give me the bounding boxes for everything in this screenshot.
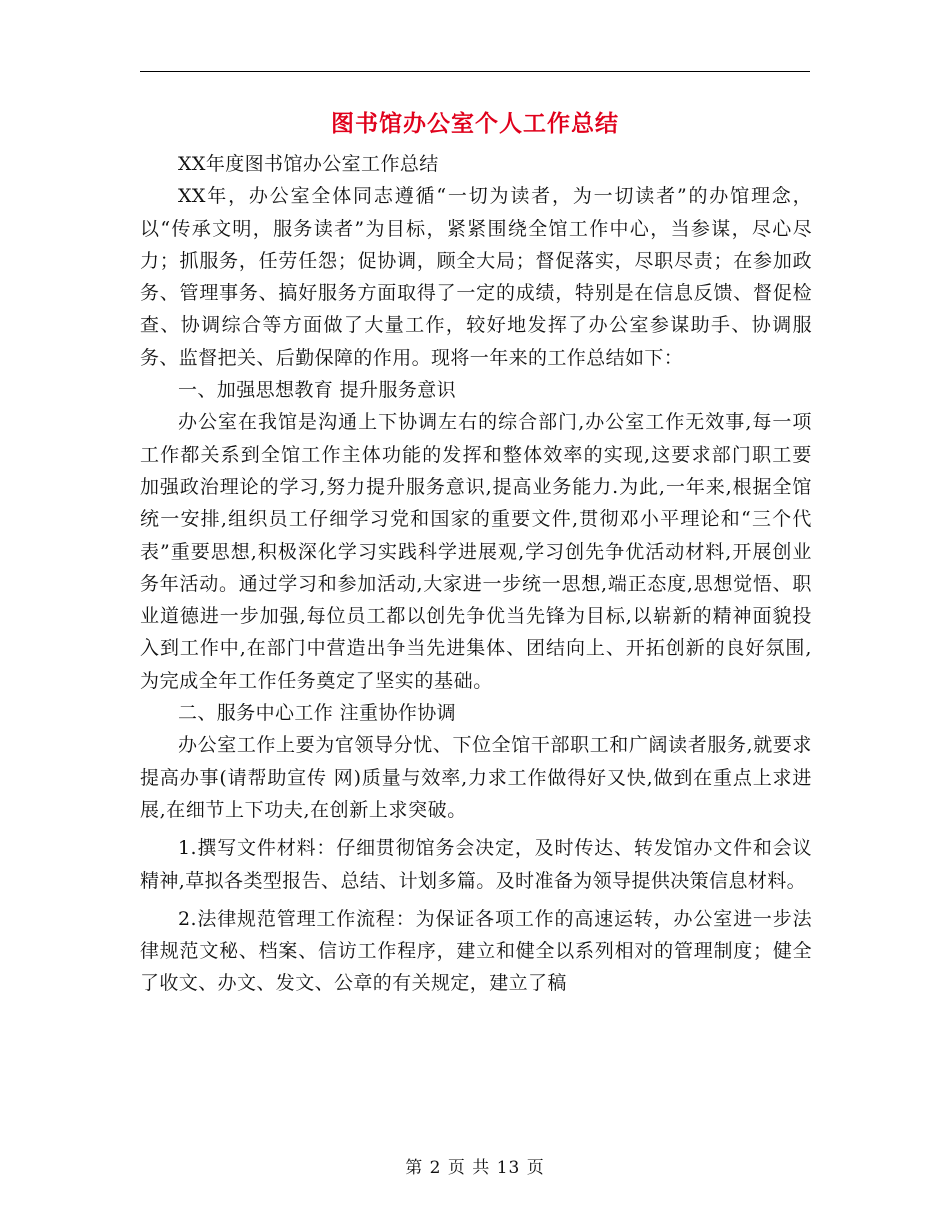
list-item-1: 1.撰写文件材料：仔细贯彻馆务会决定，及时传达、转发馆办文件和会议精神,草拟各类型报告、总结、计划多篇。及时准备为领导提供决策信息材料。 [140, 837, 812, 892]
intro-paragraph: XX年，办公室全体同志遵循“一切为读者，为一切读者”的办馆理念，以“传承文明，服务读者”为目标，紧紧围绕全馆工作中心，当参谋，尽心尽力；抓服务，任劳任怨；促协调，顾全大局；督促落实，尽职尽责；在参加政务、管理事务、搞好服务方面取得了一定的成绩，特别是在信息反馈、督促检查、协调综合等方面做了大量工作，较好地发挥了办公室参谋助手、协调服务、监督把关、后勤保障的作用。现将一年来的工作总结如下： [140, 185, 812, 369]
document-title: 图书馆办公室个人工作总结 [331, 110, 619, 137]
page-number: 第 2 页 共 13 页 [405, 1158, 545, 1178]
section-heading-1: 一、加强思想教育 提升服务意识 [178, 379, 457, 402]
section-heading-2: 二、服务中心工作 注重协作协调 [178, 702, 457, 725]
document-body [140, 148, 812, 1000]
list-item-2: 2.法律规范管理工作流程：为保证各项工作的高速运转，办公室进一步法律规范文秘、档案、信访工作程序，建立和健全以系列相对的管理制度；健全了收文、办文、发文、公章的有关规定，建立了稿 [140, 907, 812, 995]
section-2-paragraph: 办公室工作上要为官领导分忧、下位全馆干部职工和广阔读者服务,就要求提高办事(请帮助宣传 网)质量与效率,力求工作做得好又快,做到在重点上求进展,在细节上下功夫,在创新上求突破。 [140, 734, 812, 821]
header-rule [140, 71, 810, 72]
section-1-paragraph: 办公室在我馆是沟通上下协调左右的综合部门,办公室工作无效事,每一项工作都关系到全馆工作主体功能的发挥和整体效率的实现,这要求部门职工要加强政治理论的学习,努力提升服务意识,提高业务能力.为此,一年来,根据全馆统一安排,组织员工仔细学习党和国家的重要文件,贯彻邓小平理论和“三个代表”重要思想,积极深化学习实践科学进展观,学习创先争优活动材料,开展创业务年活动。通过学习和参加活动,大家进一步统一思想,端正态度,思想觉悟、职业道德进一步加强,每位员工都以创先争优当先锋为目标,以崭新的精神面貌投入到工作中,在部门中营造出争当先进集体、团结向上、开拓创新的良好氛围,为完成全年工作任务奠定了坚实的基础。 [140, 411, 812, 692]
document-subtitle: XX年度图书馆办公室工作总结 [178, 153, 439, 175]
